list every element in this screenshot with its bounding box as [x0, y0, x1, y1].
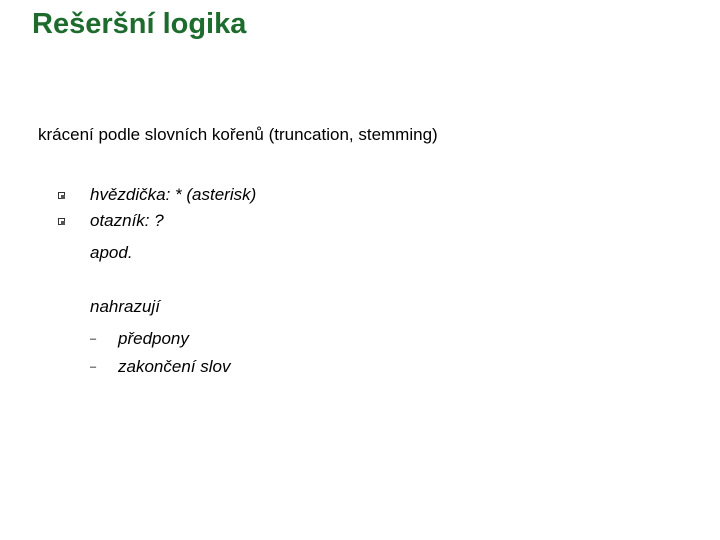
- bullet-text: hvězdička: * (asterisk): [90, 185, 257, 204]
- replaces-label: nahrazují: [90, 297, 160, 316]
- bullet-text: otazník: ?: [90, 211, 164, 230]
- subheading: krácení podle slovních kořenů (truncation, stemming): [38, 125, 438, 144]
- dash-marker: –: [90, 333, 97, 345]
- sub-item-text: předpony: [118, 329, 189, 348]
- square-bullet-icon: [58, 218, 65, 225]
- apod-text: apod.: [90, 243, 133, 262]
- slide-title: Rešeršní logika: [32, 8, 247, 40]
- dash-marker: –: [90, 361, 97, 373]
- square-bullet-icon: [58, 192, 65, 199]
- sub-item-text: zakončení slov: [118, 357, 231, 376]
